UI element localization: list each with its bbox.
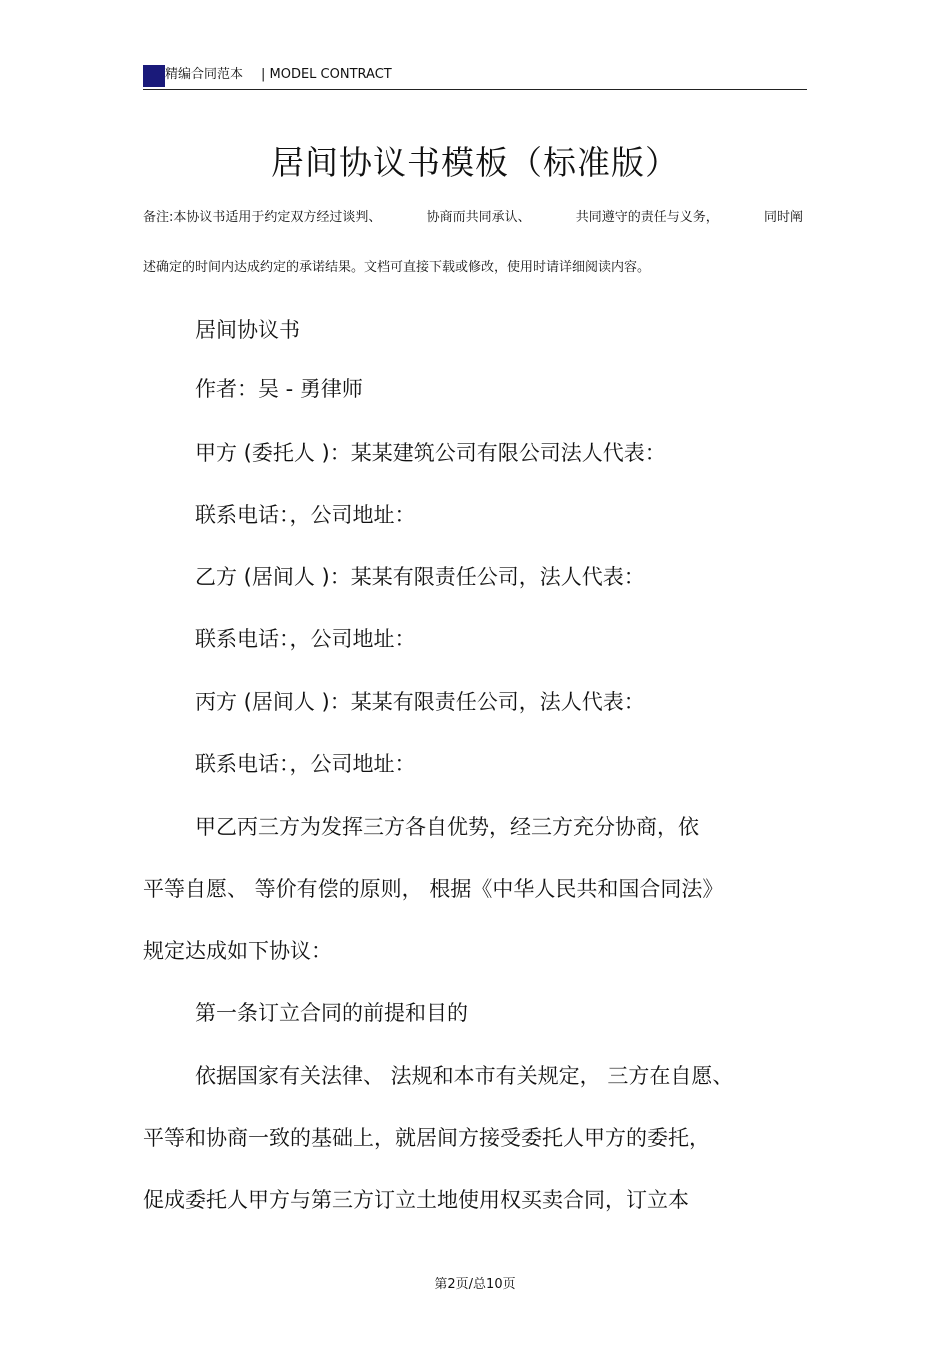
header-subtitle: | MODEL CONTRACT (261, 67, 392, 82)
logo-square-icon (143, 65, 165, 87)
party-a-line: 甲方 (委托人 )：某某建筑公司有限公司法人代表： (195, 441, 666, 465)
paragraph-line: 平等和协商一致的基础上，就居间方接受委托人甲方的委托， (143, 1126, 710, 1150)
header-label: 精编合同范本 (165, 67, 244, 82)
contact-line: 联系电话：，公司地址： (195, 503, 416, 527)
paragraph-line: 依据国家有关法律、 法规和本市有关规定， 三方在自愿、 (195, 1064, 734, 1088)
page-header (143, 62, 807, 90)
paragraph-line: 甲乙丙三方为发挥三方各自优势，经三方充分协商，依 (195, 815, 699, 839)
paragraph-line: 平等自愿、 等价有偿的原则， 根据《中华人民共和国合同法》 (143, 877, 724, 901)
note-part: 协商而共同承认、 (426, 210, 531, 225)
contact-line: 联系电话：，公司地址： (195, 627, 416, 651)
note-line-1 (143, 209, 803, 227)
paragraph-line: 促成委托人甲方与第三方订立土地使用权买卖合同，订立本 (143, 1188, 689, 1212)
section-heading: 居间协议书 (195, 318, 300, 342)
author-line: 作者：吴 - 勇律师 (195, 377, 363, 401)
note-part: 备注:本协议书适用于约定双方经过谈判、 (143, 210, 382, 225)
page-number: 第2页/总10页 (434, 1277, 516, 1292)
article-heading: 第一条订立合同的前提和目的 (195, 1001, 468, 1025)
party-c-line: 丙方 (居间人 )：某某有限责任公司，法人代表： (195, 690, 645, 714)
document-title: 居间协议书模板（标准版） (271, 143, 679, 182)
party-b-line: 乙方 (居间人 )：某某有限责任公司，法人代表： (195, 565, 645, 589)
paragraph-line: 规定达成如下协议： (143, 939, 332, 963)
contact-line: 联系电话：，公司地址： (195, 752, 416, 776)
note-line-2: 述确定的时间内达成约定的承诺结果。文档可直接下载或修改，使用时请详细阅读内容。 (143, 260, 651, 275)
note-part: 同时阐 (763, 210, 803, 225)
note-part: 共同遵守的责任与义务， (575, 210, 719, 225)
